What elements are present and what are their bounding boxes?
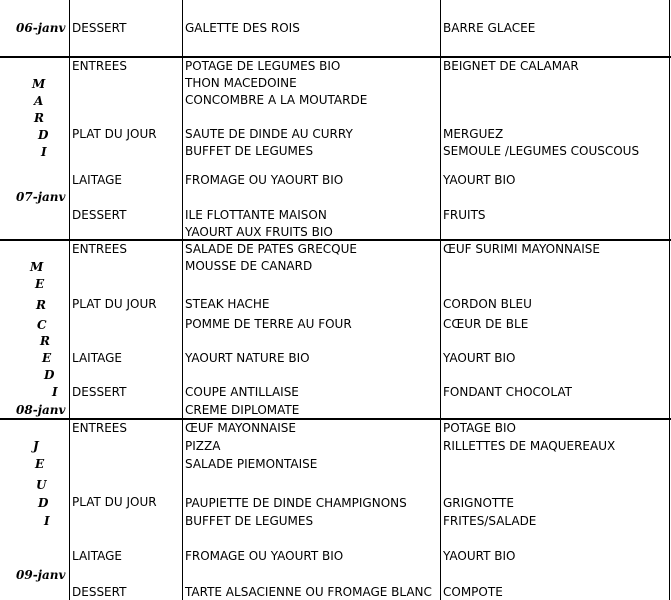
menu2-item: FRITES/SALADE: [443, 514, 537, 528]
menu1-item: STEAK HACHE: [185, 297, 270, 311]
row-divider-wednesday: [0, 239, 671, 241]
menu1-item: YAOURT NATURE BIO: [185, 351, 310, 365]
menu2-item: YAOURT BIO: [443, 351, 516, 365]
menu1-item: GALETTE DES ROIS: [185, 21, 300, 35]
menu1-item: CONCOMBRE A LA MOUTARDE: [185, 93, 368, 107]
menu1-item: ILE FLOTTANTE MAISON: [185, 208, 327, 222]
menu2-item: GRIGNOTTE: [443, 496, 514, 510]
menu1-item: CREME DIPLOMATE: [185, 403, 300, 417]
menu1-item: SAUTE DE DINDE AU CURRY: [185, 127, 353, 141]
category-plat-du-jour: PLAT DU JOUR: [72, 127, 157, 141]
day-letter: A: [34, 94, 44, 108]
day-letter: E: [42, 351, 52, 365]
date-tuesday: 07-janv: [16, 190, 66, 204]
day-letter: U: [36, 478, 47, 492]
menu1-item: BUFFET DE LEGUMES: [185, 144, 314, 158]
menu2-item: FONDANT CHOCOLAT: [443, 385, 572, 399]
menu1-item: FROMAGE OU YAOURT BIO: [185, 549, 344, 563]
menu2-item: MERGUEZ: [443, 127, 504, 141]
category-entrees: ENTREES: [72, 59, 128, 73]
column-divider-right: [669, 0, 670, 600]
day-letter: I: [52, 385, 58, 399]
day-letter: D: [38, 496, 49, 510]
menu1-item: SALADE PIEMONTAISE: [185, 457, 318, 471]
menu2-item: BARRE GLACEE: [443, 21, 536, 35]
menu2-item: YAOURT BIO: [443, 173, 516, 187]
category-plat-du-jour: PLAT DU JOUR: [72, 495, 157, 509]
date-monday: 06-janv: [16, 21, 66, 35]
day-letter: C: [37, 318, 47, 332]
menu1-item: PAUPIETTE DE DINDE CHAMPIGNONS: [185, 496, 407, 510]
day-letter: M: [32, 77, 46, 91]
menu2-item: POTAGE BIO: [443, 421, 516, 435]
day-letter: R: [40, 334, 50, 348]
day-letter: I: [41, 145, 47, 159]
day-letter: R: [34, 111, 44, 125]
day-letter: I: [44, 514, 50, 528]
day-letter: R: [36, 298, 46, 312]
menu2-item: CŒUR DE BLE: [443, 317, 529, 331]
menu1-item: COUPE ANTILLAISE: [185, 385, 299, 399]
menu1-item: BUFFET DE LEGUMES: [185, 514, 314, 528]
date-wednesday: 08-janv: [16, 403, 66, 417]
menu1-item: YAOURT AUX FRUITS BIO: [185, 225, 333, 239]
category-dessert: DESSERT: [72, 585, 127, 599]
day-letter: M: [30, 260, 44, 274]
category-entrees: ENTREES: [72, 421, 128, 435]
menu2-item: FRUITS: [443, 208, 486, 222]
menu2-item: SEMOULE /LEGUMES COUSCOUS: [443, 144, 640, 158]
menu1-item: THON MACEDOINE: [185, 76, 297, 90]
menu2-item: CORDON BLEU: [443, 297, 532, 311]
day-letter: E: [35, 277, 45, 291]
menu2-item: ŒUF SURIMI MAYONNAISE: [443, 242, 600, 256]
menu1-item: POTAGE DE LEGUMES BIO: [185, 59, 341, 73]
day-letter: D: [38, 128, 49, 142]
category-dessert: DESSERT: [72, 208, 127, 222]
menu1-item: SALADE DE PATES GRECQUE: [185, 242, 357, 256]
column-divider-day: [69, 0, 70, 600]
day-letter: E: [35, 457, 45, 471]
menu1-item: PIZZA: [185, 439, 221, 453]
menu1-item: TARTE ALSACIENNE OU FROMAGE BLANC: [185, 585, 432, 599]
menu1-item: MOUSSE DE CANARD: [185, 259, 313, 273]
menu1-item: POMME DE TERRE AU FOUR: [185, 317, 352, 331]
menu2-item: YAOURT BIO: [443, 549, 516, 563]
category-laitage: LAITAGE: [72, 549, 122, 563]
category-laitage: LAITAGE: [72, 173, 122, 187]
row-divider-thursday: [0, 418, 671, 420]
category-entrees: ENTREES: [72, 242, 128, 256]
category-plat-du-jour: PLAT DU JOUR: [72, 297, 157, 311]
day-letter: D: [44, 368, 55, 382]
category-dessert: DESSERT: [72, 385, 127, 399]
menu1-item: FROMAGE OU YAOURT BIO: [185, 173, 344, 187]
date-thursday: 09-janv: [16, 568, 66, 582]
day-letter: J: [33, 439, 39, 453]
menu2-item: BEIGNET DE CALAMAR: [443, 59, 579, 73]
category-dessert: DESSERT: [72, 21, 127, 35]
column-divider-category: [182, 0, 183, 600]
menu2-item: COMPOTE: [443, 585, 503, 599]
row-divider-tuesday: [0, 56, 671, 58]
category-laitage: LAITAGE: [72, 351, 122, 365]
menu1-item: ŒUF MAYONNAISE: [185, 421, 296, 435]
column-divider-menu: [440, 0, 441, 600]
menu2-item: RILLETTES DE MAQUEREAUX: [443, 439, 616, 453]
